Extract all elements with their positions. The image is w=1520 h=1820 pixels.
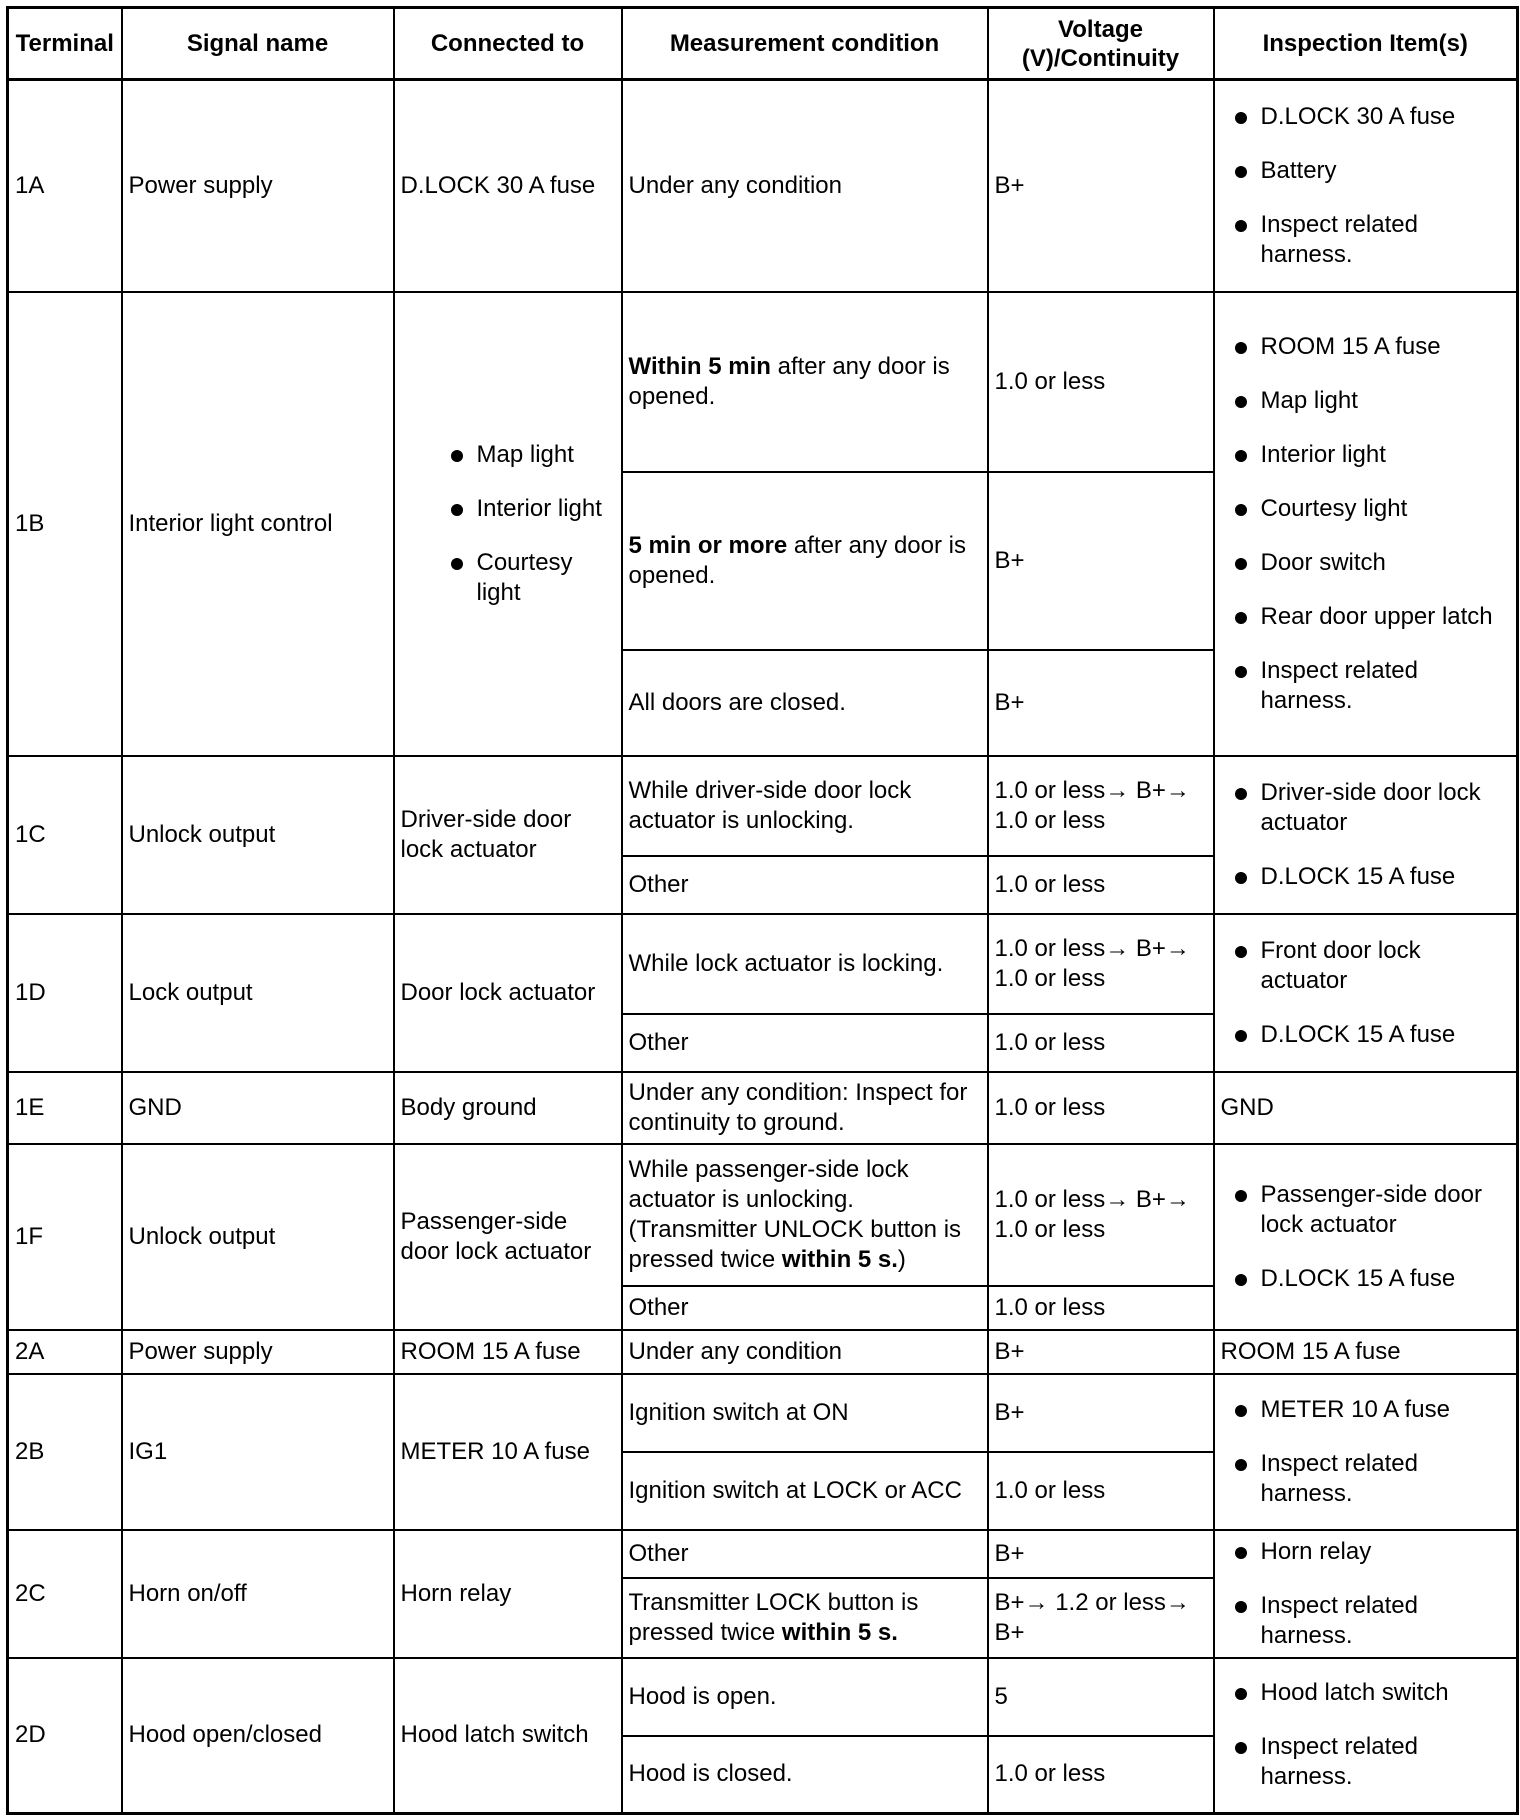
table-row: [8, 1330, 1518, 1374]
connected-to-cell: Driver-side door lock actuator: [394, 756, 622, 914]
inspection-cell: [1214, 1144, 1518, 1330]
list-item: Inspect related harness.: [1221, 656, 1511, 716]
voltage-cell: 1.0 or less: [988, 1286, 1214, 1330]
voltage-cell: B+: [988, 80, 1214, 292]
condition-emphasis: 5 min or more: [628, 531, 788, 559]
list-item: Courtesy light: [437, 548, 615, 608]
condition-text: after any door is opened.: [628, 531, 966, 589]
list-item: ROOM 15 A fuse: [1221, 332, 1511, 362]
voltage-cell: B+: [988, 650, 1214, 756]
terminal-cell: 1B: [8, 292, 122, 756]
table-row: [8, 1144, 1518, 1286]
terminal-cell: 2C: [8, 1530, 122, 1658]
terminal-cell: 1C: [8, 756, 122, 914]
inspection-list: [1221, 936, 1511, 1050]
header-measurement-condition: Measurement condition: [622, 8, 988, 80]
connected-to-cell: Body ground: [394, 1072, 622, 1144]
condition-text: While passenger-side lock actuator is unlocking. (Transmitter UNLOCK button is pressed twice: [628, 1155, 962, 1273]
list-item: Inspect related harness.: [1221, 1591, 1511, 1651]
inspection-list: [1221, 1678, 1511, 1792]
voltage-cell: B+: [988, 1330, 1214, 1374]
list-item: Interior light: [1221, 440, 1511, 470]
signal-name-cell: Hood open/closed: [122, 1658, 394, 1814]
table-row: [8, 756, 1518, 856]
voltage-cell: 1.0 or less→ B+→ 1.0 or less: [988, 756, 1214, 856]
connected-to-cell: Hood latch switch: [394, 1658, 622, 1814]
signal-name-cell: Power supply: [122, 1330, 394, 1374]
condition-cell: Hood is open.: [622, 1658, 988, 1736]
connected-to-cell: Passenger-side door lock actuator: [394, 1144, 622, 1330]
condition-emphasis: within 5 s.: [781, 1245, 898, 1273]
signal-name-cell: Power supply: [122, 80, 394, 292]
condition-cell: Under any condition: Inspect for continuity to ground.: [622, 1072, 988, 1144]
terminal-cell: 2A: [8, 1330, 122, 1374]
condition-emphasis: Within 5 min: [628, 352, 771, 380]
connected-to-cell: Horn relay: [394, 1530, 622, 1658]
condition-cell: Under any condition: [622, 1330, 988, 1374]
list-item: D.LOCK 15 A fuse: [1221, 862, 1511, 892]
inspection-list: [1221, 332, 1511, 716]
condition-cell: [622, 1144, 988, 1286]
condition-text: ): [897, 1245, 906, 1273]
terminal-cell: 1F: [8, 1144, 122, 1330]
terminal-cell: 1E: [8, 1072, 122, 1144]
table-row: [8, 80, 1518, 292]
header-connected-to: Connected to: [394, 8, 622, 80]
inspection-cell: [1214, 914, 1518, 1072]
voltage-cell: 1.0 or less: [988, 1736, 1214, 1814]
signal-name-cell: Unlock output: [122, 756, 394, 914]
table-row: [8, 1072, 1518, 1144]
inspection-cell: [1214, 756, 1518, 914]
condition-cell: All doors are closed.: [622, 650, 988, 756]
list-item: Battery: [1221, 156, 1511, 186]
signal-name-cell: Interior light control: [122, 292, 394, 756]
voltage-cell: B+: [988, 1374, 1214, 1452]
connected-to-cell: METER 10 A fuse: [394, 1374, 622, 1530]
header-terminal: Terminal: [8, 8, 122, 80]
connected-to-cell: D.LOCK 30 A fuse: [394, 80, 622, 292]
condition-cell: [622, 472, 988, 650]
condition-cell: Ignition switch at ON: [622, 1374, 988, 1452]
condition-cell: Ignition switch at LOCK or ACC: [622, 1452, 988, 1530]
inspection-cell: ROOM 15 A fuse: [1214, 1330, 1518, 1374]
signal-name-cell: IG1: [122, 1374, 394, 1530]
list-item: Inspect related harness.: [1221, 1449, 1511, 1509]
voltage-cell: 1.0 or less: [988, 292, 1214, 472]
table-row: [8, 914, 1518, 1014]
inspection-list: [1221, 1537, 1511, 1651]
voltage-cell: 1.0 or less: [988, 1452, 1214, 1530]
condition-text: after any door is opened.: [628, 352, 950, 410]
condition-cell: Under any condition: [622, 80, 988, 292]
condition-cell: Other: [622, 1286, 988, 1330]
inspection-list: [1221, 102, 1511, 270]
list-item: METER 10 A fuse: [1221, 1395, 1511, 1425]
condition-cell: Other: [622, 856, 988, 914]
connected-to-cell: Door lock actuator: [394, 914, 622, 1072]
list-item: Passenger-side door lock actuator: [1221, 1180, 1511, 1240]
inspection-list: [1221, 1395, 1511, 1509]
list-item: Inspect related harness.: [1221, 1732, 1511, 1792]
list-item: Map light: [437, 440, 615, 470]
list-item: Door switch: [1221, 548, 1511, 578]
header-row: [8, 8, 1518, 80]
voltage-cell: 1.0 or less: [988, 1072, 1214, 1144]
voltage-cell: 1.0 or less: [988, 856, 1214, 914]
terminal-cell: 2B: [8, 1374, 122, 1530]
terminal-cell: 1D: [8, 914, 122, 1072]
inspection-cell: [1214, 1374, 1518, 1530]
table-row: [8, 1530, 1518, 1578]
signal-name-cell: Lock output: [122, 914, 394, 1072]
inspection-cell: GND: [1214, 1072, 1518, 1144]
connected-list: [437, 440, 615, 608]
condition-emphasis: within 5 s.: [781, 1618, 898, 1646]
terminal-inspection-table: [6, 6, 1519, 1815]
list-item: Map light: [1221, 386, 1511, 416]
header-signal-name: Signal name: [122, 8, 394, 80]
list-item: D.LOCK 15 A fuse: [1221, 1020, 1511, 1050]
inspection-list: [1221, 778, 1511, 892]
voltage-cell: 5: [988, 1658, 1214, 1736]
list-item: Driver-side door lock actuator: [1221, 778, 1511, 838]
condition-cell: While lock actuator is locking.: [622, 914, 988, 1014]
signal-name-cell: Unlock output: [122, 1144, 394, 1330]
condition-cell: Other: [622, 1014, 988, 1072]
connected-to-cell: ROOM 15 A fuse: [394, 1330, 622, 1374]
condition-cell: Hood is closed.: [622, 1736, 988, 1814]
voltage-cell: B+: [988, 1530, 1214, 1578]
list-item: Front door lock actuator: [1221, 936, 1511, 996]
condition-text: Transmitter LOCK button is pressed twice: [628, 1588, 919, 1646]
voltage-cell: B+: [988, 472, 1214, 650]
table-row: [8, 1658, 1518, 1736]
signal-name-cell: Horn on/off: [122, 1530, 394, 1658]
terminal-cell: 1A: [8, 80, 122, 292]
condition-cell: [622, 292, 988, 472]
list-item: Interior light: [437, 494, 615, 524]
list-item: Rear door upper latch: [1221, 602, 1511, 632]
connected-to-cell: [394, 292, 622, 756]
list-item: Hood latch switch: [1221, 1678, 1511, 1708]
list-item: Courtesy light: [1221, 494, 1511, 524]
list-item: D.LOCK 30 A fuse: [1221, 102, 1511, 132]
condition-cell: Other: [622, 1530, 988, 1578]
list-item: Inspect related harness.: [1221, 210, 1511, 270]
voltage-cell: 1.0 or less: [988, 1014, 1214, 1072]
list-item: Horn relay: [1221, 1537, 1511, 1567]
voltage-cell: 1.0 or less→ B+→ 1.0 or less: [988, 1144, 1214, 1286]
voltage-cell: B+→ 1.2 or less→ B+: [988, 1578, 1214, 1658]
terminal-cell: 2D: [8, 1658, 122, 1814]
header-inspection-items: Inspection Item(s): [1214, 8, 1518, 80]
condition-cell: [622, 1578, 988, 1658]
table-row: [8, 1374, 1518, 1452]
signal-name-cell: GND: [122, 1072, 394, 1144]
inspection-cell: [1214, 292, 1518, 756]
voltage-cell: 1.0 or less→ B+→ 1.0 or less: [988, 914, 1214, 1014]
inspection-cell: [1214, 1530, 1518, 1658]
header-voltage-continuity: Voltage (V)/Continuity: [988, 8, 1214, 80]
inspection-cell: [1214, 1658, 1518, 1814]
list-item: D.LOCK 15 A fuse: [1221, 1264, 1511, 1294]
table-row: [8, 292, 1518, 472]
inspection-cell: [1214, 80, 1518, 292]
condition-cell: While driver-side door lock actuator is unlocking.: [622, 756, 988, 856]
inspection-list: [1221, 1180, 1511, 1294]
